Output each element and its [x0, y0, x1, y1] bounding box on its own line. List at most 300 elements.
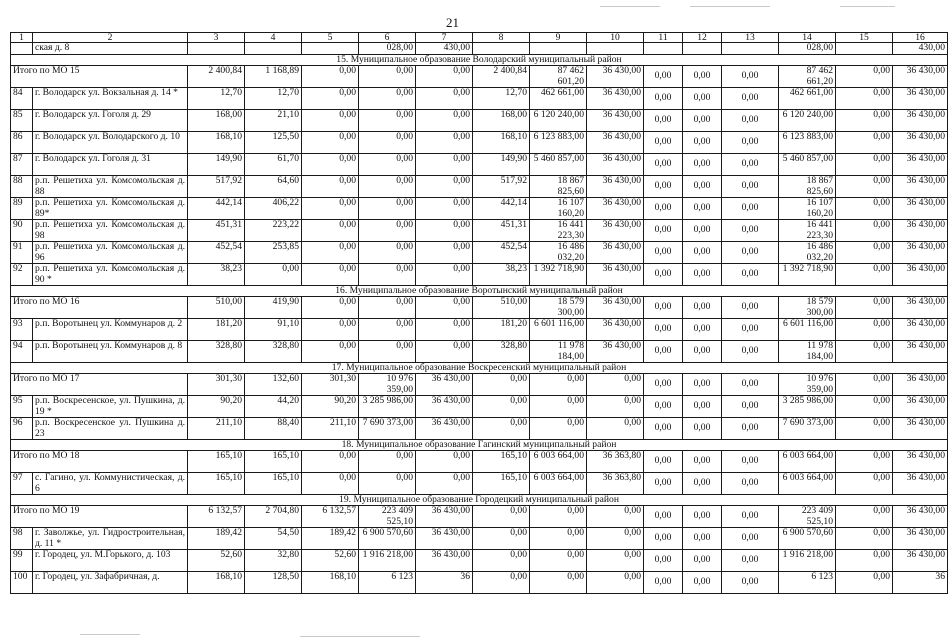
cell-value: 0,00: [302, 297, 359, 319]
column-number-cell: 10: [587, 33, 644, 43]
address-cell: р.п. Воскресенское, ул. Пушкина, д. 19 *: [33, 396, 188, 418]
table-row: [11, 132, 948, 154]
cell-value: 90,20: [302, 396, 359, 418]
section-header-row: [11, 55, 948, 66]
cell-value: 91,10: [245, 319, 302, 341]
cell-value: 0,00: [416, 66, 473, 88]
cell-value: 0,00: [416, 154, 473, 176]
scan-mark: [600, 6, 660, 7]
cell-value: 0,00: [683, 528, 722, 550]
cell-value: 0,00: [530, 506, 587, 528]
cell-value: 128,50: [245, 572, 302, 594]
row-number: 84: [11, 88, 33, 110]
cell-value: 0,00: [836, 341, 893, 363]
cell-value: 11 978 184,00: [530, 341, 587, 363]
cell-value: 0,00: [836, 451, 893, 473]
cell-value: 0,00: [836, 374, 893, 396]
cell-value: 452,54: [473, 242, 530, 264]
subtotal-row: [11, 66, 948, 88]
cell-value: 36 430,00: [893, 176, 948, 198]
cell-value: 0,00: [416, 176, 473, 198]
cell-value: 0,00: [722, 242, 779, 264]
address-cell: г. Володарск ул. Володарского д. 10: [33, 132, 188, 154]
cell-value: 0,00: [302, 110, 359, 132]
cell-value: 36 430,00: [587, 198, 644, 220]
cell-value: 0,00: [683, 220, 722, 242]
cell-value: 6 003 664,00: [530, 451, 587, 473]
cell-value: 0,00: [836, 110, 893, 132]
cell-value: 1 392 718,90: [530, 264, 587, 286]
cell-value: 16 486 032,20: [530, 242, 587, 264]
column-number-cell: 4: [245, 33, 302, 43]
cell-value: 0,00: [683, 506, 722, 528]
cell-value: 0,00: [530, 396, 587, 418]
subtotal-label: Итого по МО 18: [11, 451, 188, 473]
cell-value: 38,23: [188, 264, 245, 286]
table-row: [11, 154, 948, 176]
cell-value: 0,00: [836, 506, 893, 528]
cell-value: 211,10: [302, 418, 359, 440]
cell-value: 1 392 718,90: [779, 264, 836, 286]
cell-value: 430,00: [416, 43, 473, 55]
cell-value: 462 661,00: [530, 88, 587, 110]
cell-value: 0,00: [644, 528, 683, 550]
cell-value: 0,00: [683, 132, 722, 154]
table-row: [11, 43, 948, 55]
row-number: 96: [11, 418, 33, 440]
cell-value: 36 430,00: [893, 550, 948, 572]
cell-value: 6 123: [359, 572, 416, 594]
cell-value: 132,60: [245, 374, 302, 396]
row-number: 99: [11, 550, 33, 572]
cell-value: 0,00: [644, 418, 683, 440]
cell-value: [530, 43, 587, 55]
cell-value: 0,00: [587, 572, 644, 594]
cell-value: 5 460 857,00: [779, 154, 836, 176]
cell-value: 301,30: [302, 374, 359, 396]
scan-mark: [80, 634, 140, 635]
subtotal-label: Итого по МО 16: [11, 297, 188, 319]
section-title: 19. Муниципальное образование Городецкий муниципальный район: [11, 495, 948, 506]
cell-value: 430,00: [893, 43, 948, 55]
cell-value: 6 003 664,00: [530, 473, 587, 495]
cell-value: 0,00: [359, 242, 416, 264]
cell-value: 0,00: [722, 198, 779, 220]
cell-value: 0,00: [473, 506, 530, 528]
row-number: 91: [11, 242, 33, 264]
cell-value: 0,00: [644, 572, 683, 594]
cell-value: 0,00: [416, 264, 473, 286]
table-row: [11, 572, 948, 594]
cell-value: 36 430,00: [893, 66, 948, 88]
cell-value: 6 123: [779, 572, 836, 594]
cell-value: 0,00: [473, 374, 530, 396]
cell-value: 328,80: [188, 341, 245, 363]
scan-mark: [690, 6, 770, 7]
cell-value: 0,00: [644, 264, 683, 286]
cell-value: 61,70: [245, 154, 302, 176]
cell-value: 0,00: [302, 341, 359, 363]
cell-value: 0,00: [644, 506, 683, 528]
table-row: [11, 418, 948, 440]
cell-value: 0,00: [836, 88, 893, 110]
cell-value: 36 430,00: [416, 396, 473, 418]
subtotal-row: [11, 506, 948, 528]
cell-value: 0,00: [302, 154, 359, 176]
cell-value: 0,00: [302, 451, 359, 473]
cell-value: 0,00: [359, 132, 416, 154]
column-number-cell: 7: [416, 33, 473, 43]
cell-value: 223 409 525,10: [779, 506, 836, 528]
address-cell: р.п. Решетиха ул. Комсомольская д. 90 *: [33, 264, 188, 286]
cell-value: 36 430,00: [893, 528, 948, 550]
cell-value: 36 430,00: [893, 264, 948, 286]
cell-value: 0,00: [644, 154, 683, 176]
cell-value: 419,90: [245, 297, 302, 319]
cell-value: 0,00: [359, 341, 416, 363]
cell-value: 6 900 570,60: [779, 528, 836, 550]
column-number-cell: 5: [302, 33, 359, 43]
cell-value: 0,00: [587, 550, 644, 572]
cell-value: 36 430,00: [893, 242, 948, 264]
cell-value: 0,00: [530, 418, 587, 440]
cell-value: 0,00: [683, 198, 722, 220]
cell-value: 168,10: [188, 132, 245, 154]
cell-value: 0,00: [722, 473, 779, 495]
cell-value: 0,00: [722, 572, 779, 594]
cell-value: 0,00: [587, 506, 644, 528]
cell-value: 0,00: [416, 297, 473, 319]
address-cell: р.п. Решетиха ул. Комсомольская д. 98: [33, 220, 188, 242]
cell-value: 0,00: [722, 264, 779, 286]
cell-value: 0,00: [530, 572, 587, 594]
row-number: 89: [11, 198, 33, 220]
cell-value: 0,00: [836, 264, 893, 286]
cell-value: 189,42: [188, 528, 245, 550]
cell-value: 168,00: [473, 110, 530, 132]
cell-value: 0,00: [683, 396, 722, 418]
cell-value: 36 430,00: [893, 220, 948, 242]
subtotal-row: [11, 374, 948, 396]
cell-value: 181,20: [188, 319, 245, 341]
cell-value: 406,22: [245, 198, 302, 220]
cell-value: 36 430,00: [587, 319, 644, 341]
cell-value: 0,00: [683, 242, 722, 264]
cell-value: 2 704,80: [245, 506, 302, 528]
column-number-cell: 9: [530, 33, 587, 43]
cell-value: 18 579 300,00: [779, 297, 836, 319]
cell-value: 36 430,00: [893, 88, 948, 110]
cell-value: 6 601 116,00: [779, 319, 836, 341]
cell-value: 149,90: [188, 154, 245, 176]
cell-value: 0,00: [683, 110, 722, 132]
cell-value: 168,10: [302, 572, 359, 594]
cell-value: 36 430,00: [416, 550, 473, 572]
cell-value: 36 430,00: [587, 154, 644, 176]
cell-value: 6 003 664,00: [779, 473, 836, 495]
cell-value: 0,00: [359, 88, 416, 110]
cell-value: 36 430,00: [587, 341, 644, 363]
cell-value: 0,00: [302, 264, 359, 286]
cell-value: 0,00: [359, 319, 416, 341]
cell-value: 517,92: [188, 176, 245, 198]
row-number: 95: [11, 396, 33, 418]
cell-value: 0,00: [836, 297, 893, 319]
cell-value: 16 441 223,30: [530, 220, 587, 242]
cell-value: 0,00: [302, 220, 359, 242]
cell-value: 0,00: [416, 473, 473, 495]
cell-value: 328,80: [245, 341, 302, 363]
cell-value: 0,00: [644, 198, 683, 220]
address-cell: с. Гагино, ул. Коммунистическая, д. 6: [33, 473, 188, 495]
section-title: 16. Муниципальное образование Воротынский муниципальный район: [11, 286, 948, 297]
cell-value: 0,00: [683, 418, 722, 440]
cell-value: 0,00: [722, 297, 779, 319]
cell-value: 0,00: [473, 550, 530, 572]
cell-value: 181,20: [473, 319, 530, 341]
cell-value: 223 409 525,10: [359, 506, 416, 528]
cell-value: [683, 43, 722, 55]
cell-value: 0,00: [836, 319, 893, 341]
table-row: [11, 242, 948, 264]
column-number-cell: 1: [11, 33, 33, 43]
cell-value: 6 123 883,00: [530, 132, 587, 154]
row-number: 86: [11, 132, 33, 154]
cell-value: 0,00: [836, 220, 893, 242]
cell-value: 510,00: [473, 297, 530, 319]
cell-value: 16 107 160,20: [779, 198, 836, 220]
cell-value: 6 132,57: [302, 506, 359, 528]
cell-value: 3 285 986,00: [779, 396, 836, 418]
section-header-row: [11, 286, 948, 297]
cell-value: 36 430,00: [587, 220, 644, 242]
cell-value: 87 462 661,20: [779, 66, 836, 88]
cell-value: 0,00: [722, 528, 779, 550]
cell-value: 0,00: [359, 264, 416, 286]
address-cell: р.п. Воротынец ул. Коммунаров д. 2: [33, 319, 188, 341]
table-row: [11, 341, 948, 363]
column-number-cell: 11: [644, 33, 683, 43]
cell-value: 38,23: [473, 264, 530, 286]
subtotal-label: Итого по МО 19: [11, 506, 188, 528]
cell-value: 12,70: [188, 88, 245, 110]
cell-value: 36 430,00: [893, 374, 948, 396]
column-number-cell: 8: [473, 33, 530, 43]
cell-value: 36 430,00: [893, 451, 948, 473]
cell-value: 253,85: [245, 242, 302, 264]
cell-value: 36 430,00: [587, 264, 644, 286]
cell-value: 0,00: [722, 154, 779, 176]
address-cell: р.п. Воскресенское ул. Пушкина д. 23: [33, 418, 188, 440]
row-number: 92: [11, 264, 33, 286]
cell-value: 16 486 032,20: [779, 242, 836, 264]
cell-value: 0,00: [683, 264, 722, 286]
cell-value: 0,00: [587, 418, 644, 440]
cell-value: 0,00: [644, 110, 683, 132]
cell-value: 328,80: [473, 341, 530, 363]
cell-value: 36 430,00: [893, 506, 948, 528]
column-number-cell: 2: [33, 33, 188, 43]
scan-mark: [840, 6, 895, 7]
table-row: [11, 110, 948, 132]
cell-value: 168,00: [188, 110, 245, 132]
cell-value: 0,00: [722, 341, 779, 363]
cell-value: 0,00: [359, 66, 416, 88]
cell-value: 0,00: [359, 220, 416, 242]
table-row: [11, 198, 948, 220]
cell-value: 36 430,00: [416, 374, 473, 396]
cell-value: 0,00: [644, 242, 683, 264]
cell-value: 0,00: [530, 550, 587, 572]
cell-value: 0,00: [644, 374, 683, 396]
cell-value: 0,00: [836, 66, 893, 88]
cell-value: [245, 43, 302, 55]
subtotal-row: [11, 451, 948, 473]
cell-value: 0,00: [683, 88, 722, 110]
cell-value: 90,20: [188, 396, 245, 418]
table-row: [11, 319, 948, 341]
cell-value: 442,14: [473, 198, 530, 220]
subtotal-label: Итого по МО 17: [11, 374, 188, 396]
cell-value: [587, 43, 644, 55]
cell-value: 18 579 300,00: [530, 297, 587, 319]
address-cell: р.п. Решетиха ул. Комсомольская д. 89*: [33, 198, 188, 220]
cell-value: 18 867 825,60: [779, 176, 836, 198]
section-header-row: [11, 495, 948, 506]
cell-value: 0,00: [302, 132, 359, 154]
cell-value: 211,10: [188, 418, 245, 440]
cell-value: 5 460 857,00: [530, 154, 587, 176]
cell-value: 028,00: [779, 43, 836, 55]
cell-value: 0,00: [359, 451, 416, 473]
cell-value: 87 462 601,20: [530, 66, 587, 88]
cell-value: 1 916 218,00: [359, 550, 416, 572]
row-number: 100: [11, 572, 33, 594]
cell-value: 52,60: [302, 550, 359, 572]
cell-value: 36 363,80: [587, 451, 644, 473]
cell-value: 451,31: [473, 220, 530, 242]
cell-value: 168,10: [188, 572, 245, 594]
address-cell: г. Володарск ул. Гоголя д. 29: [33, 110, 188, 132]
cell-value: 10 976 359,00: [359, 374, 416, 396]
subtotal-label: Итого по МО 15: [11, 66, 188, 88]
cell-value: 0,00: [683, 297, 722, 319]
cell-value: 16 441 223,30: [779, 220, 836, 242]
cell-value: 36 430,00: [893, 110, 948, 132]
cell-value: 36 430,00: [893, 297, 948, 319]
cell-value: 0,00: [416, 341, 473, 363]
cell-value: 301,30: [188, 374, 245, 396]
cell-value: 0,00: [836, 176, 893, 198]
cell-value: 0,00: [416, 220, 473, 242]
cell-value: 0,00: [722, 418, 779, 440]
cell-value: 0,00: [416, 319, 473, 341]
cell-value: 0,00: [245, 264, 302, 286]
cell-value: 0,00: [683, 572, 722, 594]
cell-value: 1 168,89: [245, 66, 302, 88]
cell-value: 36 430,00: [416, 418, 473, 440]
cell-value: 3 285 986,00: [359, 396, 416, 418]
cell-value: 0,00: [473, 528, 530, 550]
cell-value: 36 430,00: [893, 396, 948, 418]
cell-value: 0,00: [644, 176, 683, 198]
table-row: [11, 528, 948, 550]
cell-value: 0,00: [836, 528, 893, 550]
cell-value: 0,00: [683, 154, 722, 176]
cell-value: 165,10: [473, 473, 530, 495]
cell-value: 36 430,00: [893, 341, 948, 363]
cell-value: 0,00: [836, 242, 893, 264]
cell-value: 0,00: [836, 473, 893, 495]
cell-value: 0,00: [359, 154, 416, 176]
address-cell: ская д. 8: [33, 43, 188, 55]
cell-value: 223,22: [245, 220, 302, 242]
cell-value: 168,10: [473, 132, 530, 154]
cell-value: 0,00: [683, 176, 722, 198]
cell-value: 64,60: [245, 176, 302, 198]
scan-mark: [300, 636, 420, 637]
cell-value: 0,00: [359, 176, 416, 198]
cell-value: 0,00: [644, 341, 683, 363]
cell-value: 0,00: [644, 297, 683, 319]
cell-value: 0,00: [722, 374, 779, 396]
cell-value: 11 978 184,00: [779, 341, 836, 363]
cell-value: 2 400,84: [473, 66, 530, 88]
address-cell: р.п. Решетиха ул. Комсомольская д. 88: [33, 176, 188, 198]
cell-value: 36 430,00: [893, 418, 948, 440]
section-header-row: [11, 440, 948, 451]
cell-value: 0,00: [722, 506, 779, 528]
section-header-row: [11, 363, 948, 374]
cell-value: 32,80: [245, 550, 302, 572]
table-row: [11, 264, 948, 286]
cell-value: 0,00: [302, 66, 359, 88]
cell-value: 0,00: [530, 528, 587, 550]
cell-value: 125,50: [245, 132, 302, 154]
cell-value: 0,00: [416, 198, 473, 220]
cell-value: 6 123 883,00: [779, 132, 836, 154]
table-body: [11, 33, 948, 594]
cell-value: 21,10: [245, 110, 302, 132]
cell-value: 0,00: [683, 374, 722, 396]
cell-value: 0,00: [359, 297, 416, 319]
subtotal-row: [11, 297, 948, 319]
cell-value: 0,00: [644, 451, 683, 473]
section-title: 17. Муниципальное образование Воскресенский муниципальный район: [11, 363, 948, 374]
cell-value: 36: [416, 572, 473, 594]
row-number: 88: [11, 176, 33, 198]
cell-value: 0,00: [722, 176, 779, 198]
table-row: [11, 396, 948, 418]
cell-value: [836, 43, 893, 55]
row-number: 87: [11, 154, 33, 176]
cell-value: 451,31: [188, 220, 245, 242]
cell-value: 0,00: [302, 176, 359, 198]
section-title: 15. Муниципальное образование Володарский муниципальный район: [11, 55, 948, 66]
cell-value: 0,00: [359, 110, 416, 132]
cell-value: 0,00: [836, 572, 893, 594]
cell-value: [188, 43, 245, 55]
cell-value: 0,00: [722, 550, 779, 572]
table-row: [11, 176, 948, 198]
cell-value: 18 867 825,60: [530, 176, 587, 198]
cell-value: 0,00: [836, 198, 893, 220]
column-number-row: [11, 33, 948, 43]
cell-value: 0,00: [587, 374, 644, 396]
cell-value: 0,00: [644, 132, 683, 154]
cell-value: 0,00: [587, 528, 644, 550]
cell-value: 149,90: [473, 154, 530, 176]
